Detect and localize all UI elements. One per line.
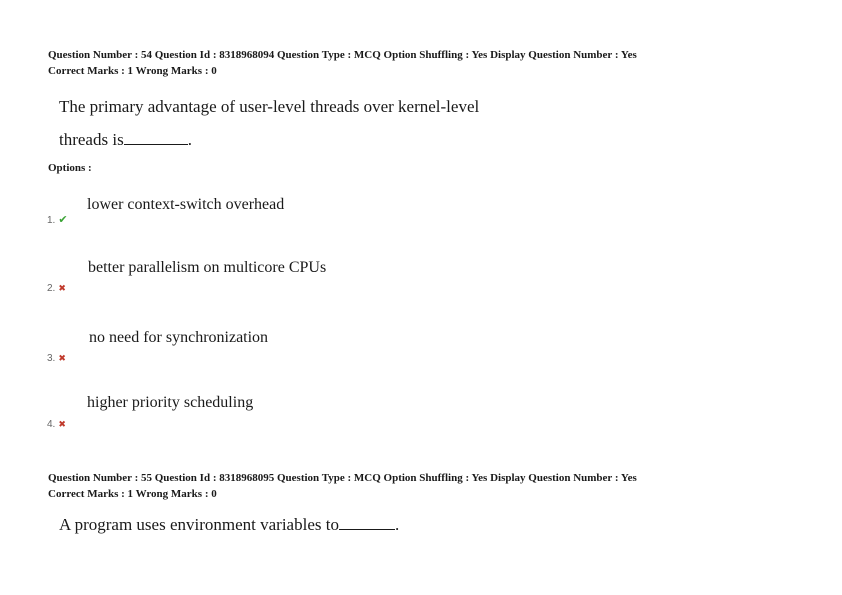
answer-blank xyxy=(124,144,188,145)
option-number-4: 4. ✖ xyxy=(47,419,66,430)
option-number-3: 3. ✖ xyxy=(47,353,66,364)
option-number-2: 2. ✖ xyxy=(47,283,66,294)
question-meta-line1: Question Number : 54 Question Id : 8318968094 Question Type : MCQ Option Shuffling : Yes Display Question Number : Yes xyxy=(48,49,637,61)
option-text-4: higher priority scheduling xyxy=(87,394,254,411)
question-meta-line1: Question Number : 55 Question Id : 8318968095 Question Type : MCQ Option Shuffling : Yes Display Question Number : Yes xyxy=(48,472,637,484)
question-meta xyxy=(48,470,637,502)
options-label: Options : xyxy=(48,162,92,174)
question-meta xyxy=(48,47,637,79)
question-text xyxy=(59,508,399,541)
question-text-line1: The primary advantage of user-level threads over kernel-level xyxy=(59,97,480,116)
cross-icon: ✖ xyxy=(58,283,66,293)
cross-icon: ✖ xyxy=(58,353,66,363)
question-text-line2: threads is . xyxy=(59,130,192,149)
option-text-1: lower context-switch overhead xyxy=(87,196,285,213)
option-number-1: 1. ✔ xyxy=(47,214,68,226)
question-meta-line2: Correct Marks : 1 Wrong Marks : 0 xyxy=(48,65,217,77)
question-text xyxy=(59,90,479,156)
cross-icon: ✖ xyxy=(58,419,66,429)
check-icon: ✔ xyxy=(58,214,68,226)
option-text-2: better parallelism on multicore CPUs xyxy=(88,259,327,276)
question-meta-line2: Correct Marks : 1 Wrong Marks : 0 xyxy=(48,488,217,500)
question-text-line1: A program uses environment variables to . xyxy=(59,515,400,534)
answer-blank xyxy=(339,529,395,530)
option-text-3: no need for synchronization xyxy=(89,329,269,346)
